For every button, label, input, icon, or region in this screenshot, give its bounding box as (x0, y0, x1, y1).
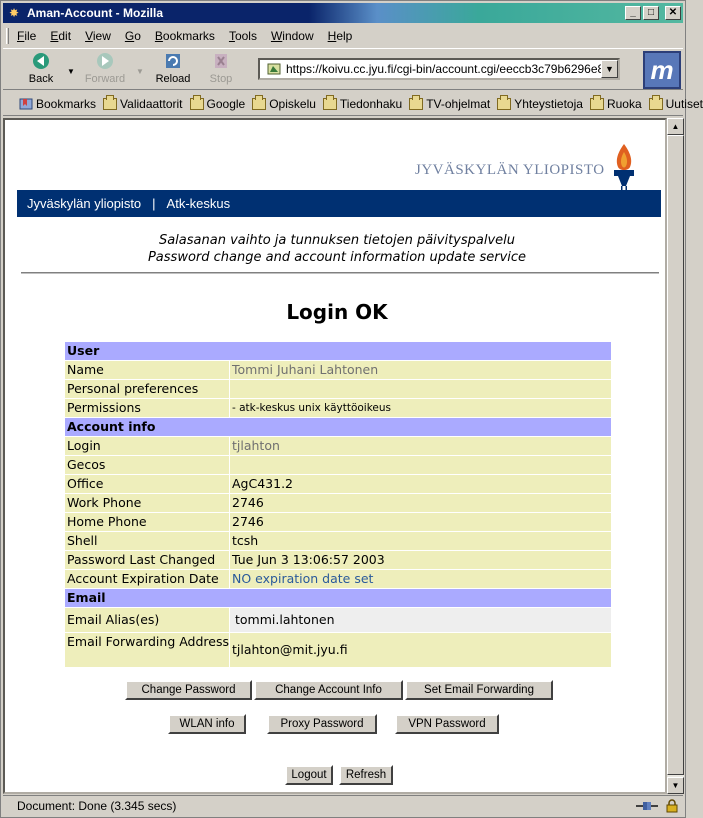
page-title: Login OK (286, 300, 388, 324)
name-label: Name (65, 361, 229, 379)
menu-window[interactable]: Window (270, 29, 314, 43)
close-icon[interactable]: ✕ (665, 6, 681, 20)
back-history-dropdown-icon[interactable]: ▼ (67, 67, 75, 76)
bookmarks-toolbar (3, 92, 703, 116)
navigation-toolbar (3, 48, 683, 90)
reload-label: Reload (155, 73, 191, 85)
reload-button[interactable] (151, 51, 195, 89)
url-bar[interactable] (258, 58, 620, 80)
reload-icon (162, 51, 184, 71)
folder-icon (103, 98, 117, 110)
mozilla-app-icon[interactable]: ✸ (8, 6, 20, 20)
change-password-button[interactable]: Change Password (125, 680, 252, 700)
nav-link-atk-keskus[interactable]: Atk-keskus (166, 196, 231, 211)
menu-help[interactable]: Help (327, 29, 353, 43)
gecos-value (230, 456, 611, 474)
status-text: Document: Done (3.345 secs) (17, 798, 177, 813)
table-row (65, 633, 611, 667)
stop-icon (210, 51, 232, 71)
folder-icon (252, 98, 266, 110)
bookmarks-menu-button[interactable]: Bookmarks (19, 97, 96, 111)
preferences-label: Personal preferences (65, 380, 229, 398)
bookmark-folder-yhteystietoja[interactable]: Yhteystietoja (497, 97, 583, 111)
expiration-label: Account Expiration Date (65, 570, 229, 588)
account-info-table (65, 342, 611, 668)
login-value: tjlahton (230, 437, 611, 455)
bookmarks-icon (19, 98, 33, 110)
folder-icon (323, 98, 337, 110)
forward-history-dropdown-icon[interactable]: ▼ (136, 67, 144, 76)
online-connection-icon[interactable] (635, 799, 659, 813)
subtitle-english: Password change and account information update service (147, 250, 527, 265)
bookmark-folder-uutiset[interactable]: Uutiset (649, 97, 703, 111)
url-input[interactable] (286, 62, 601, 76)
toolbar-grip[interactable] (6, 28, 9, 44)
email-forwarding-label: Email Forwarding Address (65, 633, 229, 667)
office-label: Office (65, 475, 229, 493)
table-row (65, 475, 611, 493)
menu-tools[interactable]: Tools (228, 29, 257, 43)
url-history-dropdown-icon[interactable]: ▼ (601, 60, 618, 78)
back-button[interactable] (19, 51, 63, 89)
table-row (65, 532, 611, 550)
change-account-info-button[interactable]: Change Account Info (254, 680, 403, 700)
permissions-label: Permissions (65, 399, 229, 417)
expiration-value: NO expiration date set (230, 570, 611, 588)
menu-edit[interactable]: Edit (50, 29, 72, 43)
email-forwarding-value: tjlahton@mit.jyu.fi (230, 633, 611, 667)
nav-separator: | (152, 196, 156, 211)
preferences-value (230, 380, 611, 398)
folder-icon (190, 98, 204, 110)
site-security-icon[interactable] (266, 62, 282, 76)
logout-button[interactable]: Logout (285, 765, 333, 785)
section-header-account-info: Account info (65, 418, 611, 436)
table-row (65, 437, 611, 455)
forward-button[interactable] (83, 51, 127, 89)
page-content (3, 118, 667, 794)
menu-go[interactable]: Go (124, 29, 141, 43)
divider (21, 272, 659, 274)
table-row (65, 513, 611, 531)
scroll-down-icon[interactable]: ▼ (667, 777, 684, 794)
nav-link-university[interactable]: Jyväskylän yliopisto (27, 196, 142, 211)
home-phone-value: 2746 (230, 513, 611, 531)
table-row (65, 494, 611, 512)
shell-label: Shell (65, 532, 229, 550)
bookmark-folder-opiskelu[interactable]: Opiskelu (252, 97, 316, 111)
folder-icon (590, 98, 604, 110)
set-email-forwarding-button[interactable]: Set Email Forwarding (405, 680, 553, 700)
vertical-scrollbar[interactable] (667, 118, 684, 794)
office-value: AgC431.2 (230, 475, 611, 493)
email-alias-label: Email Alias(es) (65, 608, 229, 632)
stop-label: Stop (209, 73, 233, 85)
email-alias-value: tommi.lahtonen (230, 608, 611, 632)
menu-view[interactable]: View (85, 29, 111, 43)
table-row (65, 570, 611, 588)
maximize-icon[interactable]: □ (643, 6, 659, 20)
back-label: Back (28, 73, 54, 85)
section-header-user: User (65, 342, 611, 360)
subtitle-finnish: Salasanan vaihto ja tunnuksen tietojen päivityspalvelu (158, 233, 516, 248)
vpn-password-button[interactable]: VPN Password (395, 714, 499, 734)
table-row (65, 361, 611, 379)
table-row (65, 551, 611, 569)
scrollbar-thumb[interactable] (667, 135, 684, 775)
scroll-up-icon[interactable]: ▲ (667, 118, 684, 135)
name-value: Tommi Juhani Lahtonen (230, 361, 611, 379)
work-phone-label: Work Phone (65, 494, 229, 512)
table-row (65, 608, 611, 632)
forward-arrow-icon (94, 51, 116, 71)
section-header-email: Email (65, 589, 611, 607)
minimize-icon[interactable]: _ (625, 6, 641, 20)
window-title: Aman-Account - Mozilla (27, 6, 164, 20)
login-label: Login (65, 437, 229, 455)
proxy-password-button[interactable]: Proxy Password (267, 714, 377, 734)
back-arrow-icon (30, 51, 52, 71)
folder-icon (649, 98, 663, 110)
permissions-value: - atk-keskus unix käyttöoikeus (230, 399, 611, 417)
forward-label: Forward (84, 73, 126, 85)
status-bar (3, 795, 683, 815)
menu-file[interactable]: File (17, 29, 37, 43)
bookmark-folder-google[interactable]: Google (190, 97, 246, 111)
site-nav-bar (17, 190, 661, 217)
shell-value: tcsh (230, 532, 611, 550)
table-row (65, 399, 611, 417)
title-bar[interactable] (3, 3, 683, 23)
folder-icon (497, 98, 511, 110)
wlan-info-button[interactable]: WLAN info (168, 714, 246, 734)
password-changed-value: Tue Jun 3 13:06:57 2003 (230, 551, 611, 569)
menu-bookmarks[interactable]: Bookmarks (154, 29, 215, 43)
stop-button[interactable] (199, 51, 243, 89)
home-phone-label: Home Phone (65, 513, 229, 531)
bookmark-folder-ruoka[interactable]: Ruoka (590, 97, 642, 111)
work-phone-value: 2746 (230, 494, 611, 512)
table-row (65, 380, 611, 398)
bookmark-folder-tiedonhaku[interactable]: Tiedonhaku (323, 97, 402, 111)
password-changed-label: Password Last Changed (65, 551, 229, 569)
security-padlock-icon[interactable] (665, 799, 679, 813)
table-row (65, 456, 611, 474)
folder-icon (409, 98, 423, 110)
menu-bar (3, 25, 683, 47)
refresh-button[interactable]: Refresh (339, 765, 393, 785)
mozilla-throbber-icon[interactable]: m (643, 51, 681, 89)
bookmark-folder-tv-ohjelmat[interactable]: TV-ohjelmat (409, 97, 490, 111)
university-logo-text: JYVÄSKYLÄN YLIOPISTO (415, 162, 605, 178)
gecos-label: Gecos (65, 456, 229, 474)
bookmark-folder-validaattorit[interactable]: Validaattorit (103, 97, 182, 111)
